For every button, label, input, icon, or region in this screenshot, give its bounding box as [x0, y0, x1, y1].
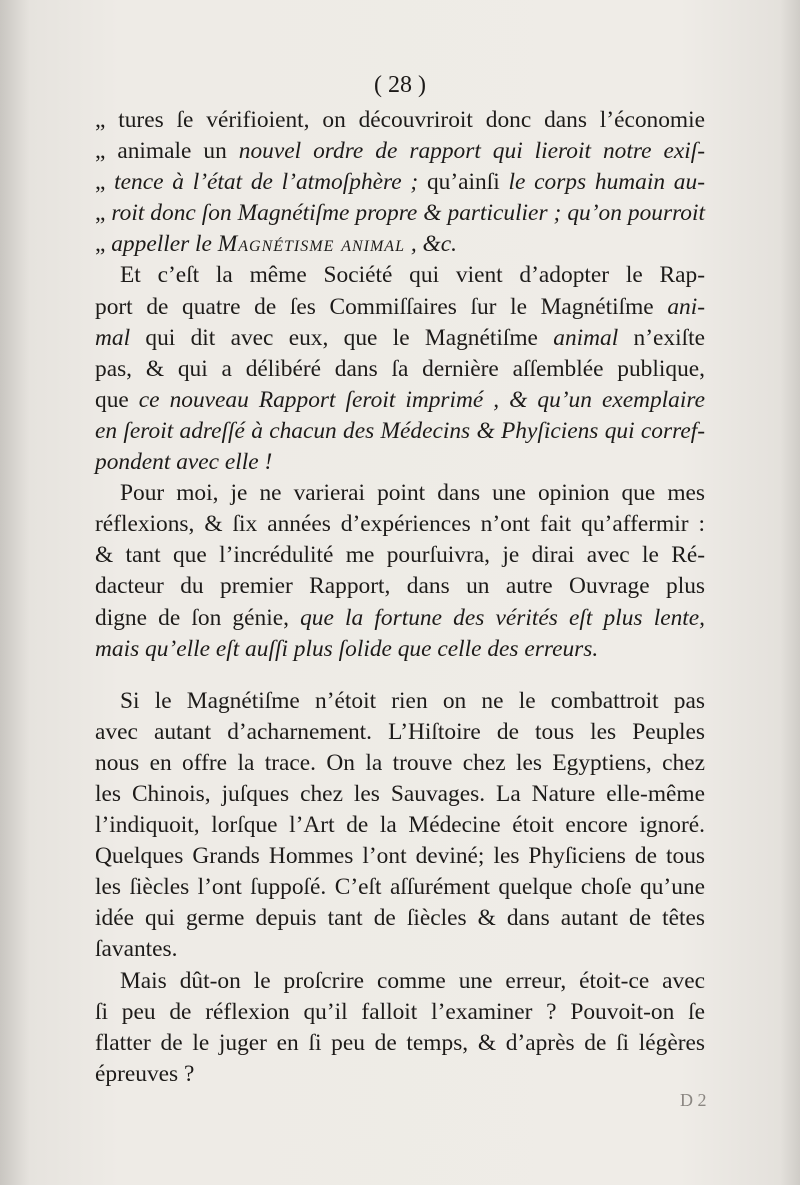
text-line: [95, 136, 705, 167]
signature-mark: D 2: [680, 1090, 707, 1110]
paragraph-si-le-magnetisme: [95, 686, 705, 966]
text-run: n’exiſte: [618, 324, 705, 351]
text-run: ſavantes.: [95, 936, 178, 963]
text-run: & tant que l’incrédulité me pourſuivra, je dirai avec le Ré-: [95, 542, 705, 569]
paragraph-gap: [95, 665, 705, 686]
text-run: nous en offre la trace. On la trouve chez les Egyptiens, chez: [95, 749, 705, 776]
text-run: en ſeroit adreſſé à chacun des Médecins & Phyſiciens qui corref-: [95, 417, 705, 444]
text-run: le corps humain au-: [508, 169, 705, 196]
text-line: [95, 717, 705, 748]
text-line: [95, 903, 705, 934]
paragraph-societe: [95, 260, 705, 478]
text-line: [95, 634, 705, 665]
text-line: [95, 997, 705, 1028]
text-line: [95, 260, 705, 291]
paragraph-pour-moi: [95, 478, 705, 665]
text-run: flatter de le juger en ſi peu de temps, & d’après de ſi légères: [95, 1029, 705, 1056]
text-run: „ tures ſe vérifioient, on découvriroit donc dans l’économie: [95, 107, 705, 133]
text-run: qui dit avec eux, que le Magnétiſme: [130, 324, 554, 351]
text-run: pondent avec elle !: [95, 449, 273, 476]
text-line: [95, 966, 705, 997]
text-line: [95, 354, 705, 385]
text-line: [95, 872, 705, 903]
text-run: épreuves ?: [95, 1060, 195, 1087]
text-run: roit donc ſon Magnétiſme propre & particulier ; qu’on pourroit: [111, 200, 706, 227]
text-run: tence à l’état de l’atmoſphère ;: [114, 169, 419, 196]
text-run: , &c.: [404, 231, 457, 258]
text-run: qu’ainſi: [418, 169, 509, 196]
text-line: [95, 779, 705, 810]
text-run: mal: [95, 324, 131, 351]
text-run: les ſiècles l’ont ſuppoſé. C’eſt aſſurément quelque choſe qu’une: [95, 874, 705, 901]
text-line: [95, 292, 705, 323]
text-run: „: [95, 231, 112, 258]
paragraph-mais-dut-on: [95, 966, 705, 1090]
text-run: que la fortune des vérités eſt plus lente,: [300, 604, 706, 631]
text-line: [95, 229, 705, 260]
text-run: digne de ſon génie,: [95, 604, 301, 631]
text-line: [95, 810, 705, 841]
text-run: réflexions, & ſix années d’expériences n’ont fait qu’affermir :: [95, 511, 705, 538]
text-run: idée qui germe depuis tant de ſiècles & dans autant de têtes: [95, 905, 705, 932]
text-run: animal: [553, 324, 619, 351]
text-line: [95, 934, 705, 965]
text-line: [95, 1028, 705, 1059]
text-run: Si le Magnétiſme n’étoit rien on ne le combattroit pas: [120, 687, 705, 714]
text-run: avec autant d’acharnement. L’Hiſtoire de tous les Peuples: [95, 718, 705, 745]
text-line: [95, 1059, 705, 1090]
text-line: [95, 540, 705, 571]
text-line: [95, 385, 705, 416]
text-run: que: [95, 386, 139, 413]
text-run: Pour moi, je ne varierai point dans une opinion que mes: [120, 480, 705, 507]
paragraph-quote-end: [95, 105, 705, 260]
text-run: Quelques Grands Hommes l’ont deviné; les Phyſiciens de tous: [95, 843, 705, 870]
text-line: [95, 841, 705, 872]
text-line: [95, 686, 705, 717]
text-run: ce nouveau Rapport ſeroit imprimé , & qu’un exemplaire: [138, 386, 705, 413]
text-run: nouvel ordre de rapport qui lieroit notre exiſ-: [238, 138, 705, 165]
text-run: Et c’eſt la même Société qui vient d’adopter le Rap-: [120, 262, 705, 289]
text-run: port de quatre de ſes Commiſſaires ſur le Magnétiſme: [95, 293, 668, 320]
text-line: [95, 416, 705, 447]
body-text: [95, 105, 705, 1090]
text-line: [95, 447, 705, 478]
text-run: „ animale un: [95, 138, 239, 165]
text-run: „: [95, 169, 115, 196]
text-line: [95, 603, 705, 634]
text-run: appeller le: [111, 231, 218, 258]
text-run: pas, & qui a délibéré dans ſa dernière aſſemblée publique,: [95, 355, 705, 382]
text-run: dacteur du premier Rapport, dans un autre Ouvrage plus: [95, 573, 705, 600]
text-line: [95, 748, 705, 779]
text-run: les Chinois, juſques chez les Sauvages. La Nature elle-même: [95, 780, 705, 807]
text-line: [95, 198, 705, 229]
text-line: [95, 105, 705, 136]
text-run: Mais dût-on le proſcrire comme une erreur, étoit-ce avec: [120, 967, 705, 994]
text-line: [95, 323, 705, 354]
text-run: l’indiquoit, lorſque l’Art de la Médecine étoit encore ignoré.: [95, 812, 705, 839]
text-line: [95, 571, 705, 602]
text-line: [95, 478, 705, 509]
text-line: [95, 509, 705, 540]
text-run: Magnétisme animal: [217, 231, 405, 258]
text-run: „: [95, 200, 112, 227]
text-run: mais qu’elle eſt auſſi plus ſolide que celle des erreurs.: [95, 635, 599, 662]
text-line: [95, 167, 705, 198]
text-run: ſi peu de réflexion qu’il falloit l’examiner ? Pouvoit-on ſe: [95, 998, 705, 1025]
page-number: ( 28 ): [374, 72, 426, 98]
text-run: ani-: [667, 293, 705, 320]
